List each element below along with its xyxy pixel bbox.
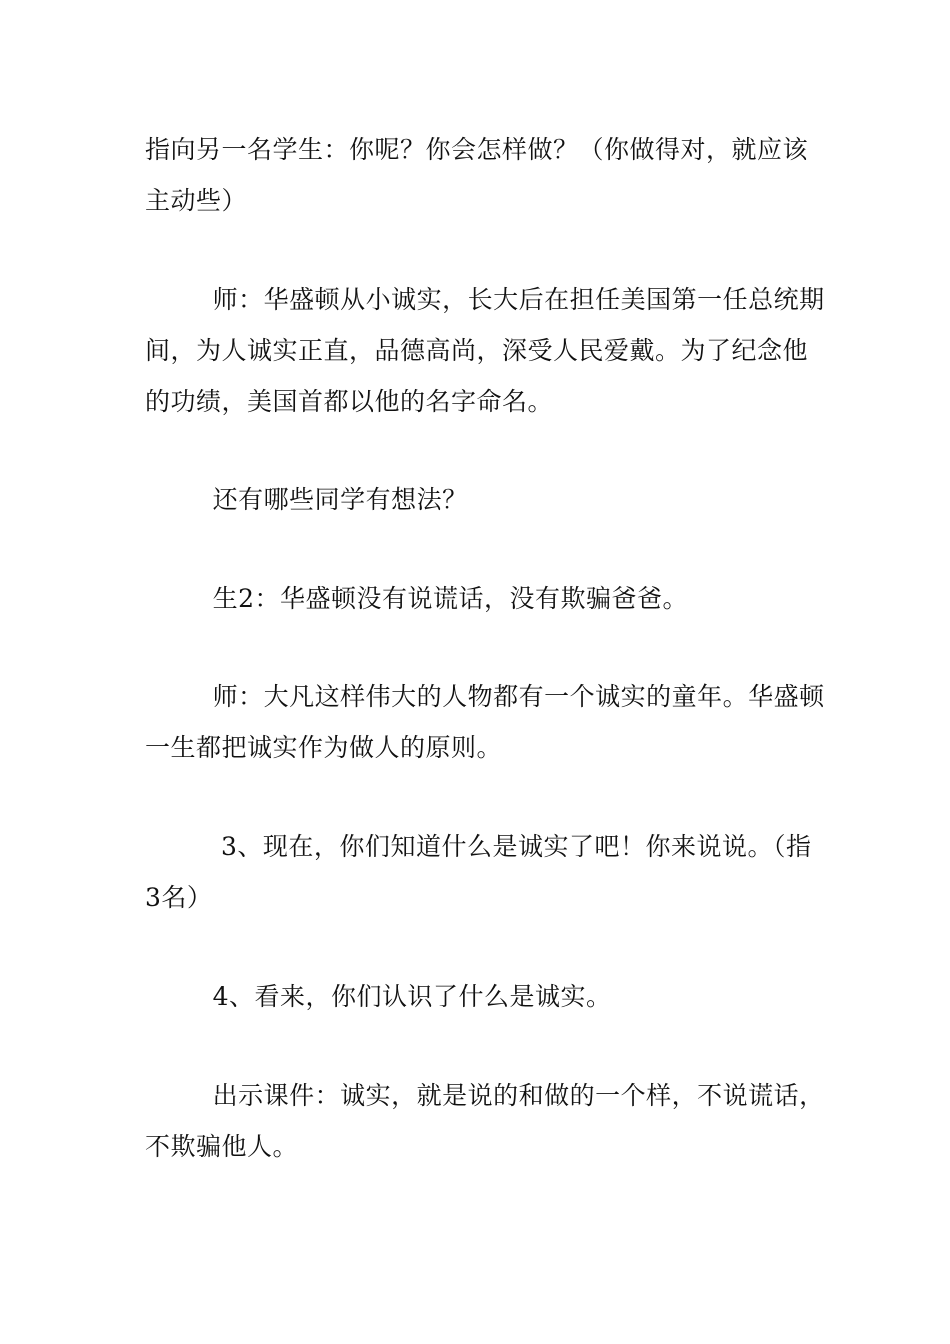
paragraph-1: 指向另一名学生：你呢？你会怎样做？（你做得对，就应该主动些） (145, 135, 809, 215)
paragraph-3: 还有哪些同学有想法？ (145, 485, 468, 514)
paragraph-8: 出示课件：诚实，就是说的和做的一个样，不说谎话，不欺骗他人。 (145, 1081, 825, 1161)
paragraph-4: 生2：华盛顿没有说谎话，没有欺骗爸爸。 (145, 584, 688, 613)
paragraph-7: 4、看来，你们认识了什么是诚实。 (145, 982, 612, 1011)
paragraph-6: 3、现在，你们知道什么是诚实了吧！你来说说。（指3名） (145, 832, 812, 912)
paragraph-2: 师：华盛顿从小诚实，长大后在担任美国第一任总统期间，为人诚实正直，品德高尚，深受人民爱戴。为了纪念他的功绩，美国首都以他的名字命名。 (145, 285, 825, 416)
paragraph-5: 师：大凡这样伟大的人物都有一个诚实的童年。华盛顿一生都把诚实作为做人的原则。 (145, 682, 825, 762)
